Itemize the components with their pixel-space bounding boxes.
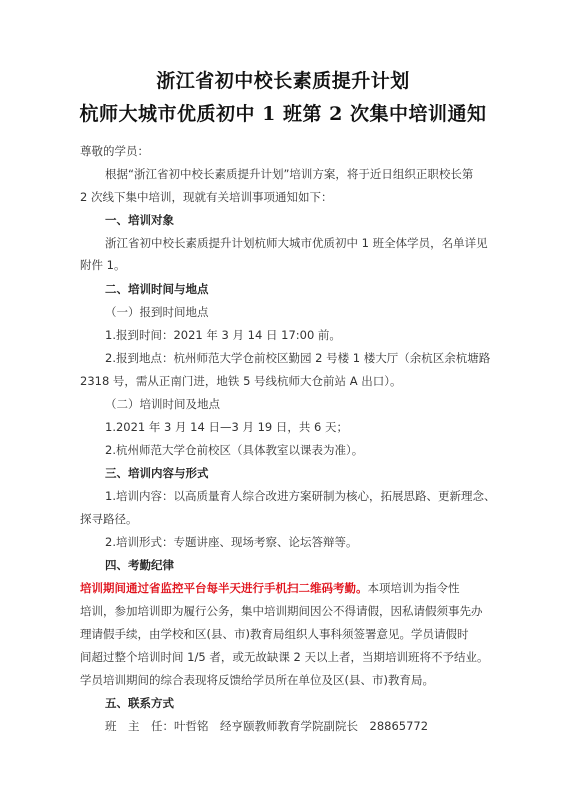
training-dates: 1.2021 年 3 月 14 日—3 月 19 日，共 6 天； [105, 420, 349, 434]
content-text-line1: 1.培训内容：以高质量育人综合改进方案研制为核心，拓展思路、更新理念、 [105, 489, 496, 503]
document-title-line1: 浙江省初中校长素质提升计划 [156, 70, 410, 92]
attendance-line4: 间超过整个培训时间 1/5 者，或无故缺课 2 天以上者，当期培训班将不予结业。 [80, 650, 489, 664]
section-heading-contact: 五、联系方式 [105, 696, 174, 710]
attendance-line1-rest: 本项培训为指令性 [367, 581, 460, 595]
registration-place-line2: 2318 号，需从正南门进，地铁 5 号线杭师大仓前站 A 出口）。 [80, 374, 402, 388]
subheading-training-time: （二）培训时间及地点 [105, 397, 220, 411]
contact-info: 班 主 任：叶哲铭 经亨颐教师教育学院副院长 28865772 [105, 719, 429, 733]
training-location: 2.杭州师范大学仓前校区（具体教室以课表为准）。 [105, 443, 364, 457]
subheading-registration: （一）报到时间地点 [105, 305, 209, 319]
trainees-text-line1: 浙江省初中校长素质提升计划杭师大城市优质初中 1 班全体学员，名单详见 [105, 236, 488, 250]
content-text-line2: 探寻路径。 [80, 512, 138, 526]
document-title-line2: 杭师大城市优质初中 1 班第 2 次集中培训通知 [79, 103, 487, 125]
section-heading-trainees: 一、培训对象 [105, 213, 174, 227]
format-text: 2.培训形式：专题讲座、现场考察、论坛答辩等。 [105, 535, 358, 549]
intro-paragraph-line1: 根据“浙江省初中校长素质提升计划”培训方案，将于近日组织正职校长第 [105, 167, 474, 181]
attendance-line2: 培训，参加培训即为履行公务，集中培训期间因公不得请假，因私请假须事先办 [80, 604, 483, 618]
attendance-line3: 理请假手续，由学校和区(县、市)教育局组织人事科须签署意见。学员请假时 [80, 627, 469, 641]
section-heading-attendance: 四、考勤纪律 [105, 558, 174, 572]
attendance-line5: 学员培训期间的综合表现将反馈给学员所在单位及区(县、市)教育局。 [80, 673, 434, 687]
attendance-line1 [80, 580, 460, 596]
registration-place-line1: 2.报到地点：杭州师范大学仓前校区勤园 2 号楼 1 楼大厅（余杭区余杭塘路 [105, 351, 491, 365]
section-heading-time-place: 二、培训时间与地点 [105, 282, 209, 296]
section-heading-content: 三、培训内容与形式 [105, 466, 209, 480]
trainees-text-line2: 附件 1。 [80, 258, 126, 272]
intro-paragraph-line2: 2 次线下集中培训，现就有关培训事项通知如下： [80, 190, 333, 204]
greeting: 尊敬的学员： [80, 144, 149, 158]
attendance-highlight: 培训期间通过省监控平台每半天进行手机扫二维码考勤。 [80, 581, 368, 595]
registration-time: 1.报到时间：2021 年 3 月 14 日 17:00 前。 [105, 328, 341, 342]
